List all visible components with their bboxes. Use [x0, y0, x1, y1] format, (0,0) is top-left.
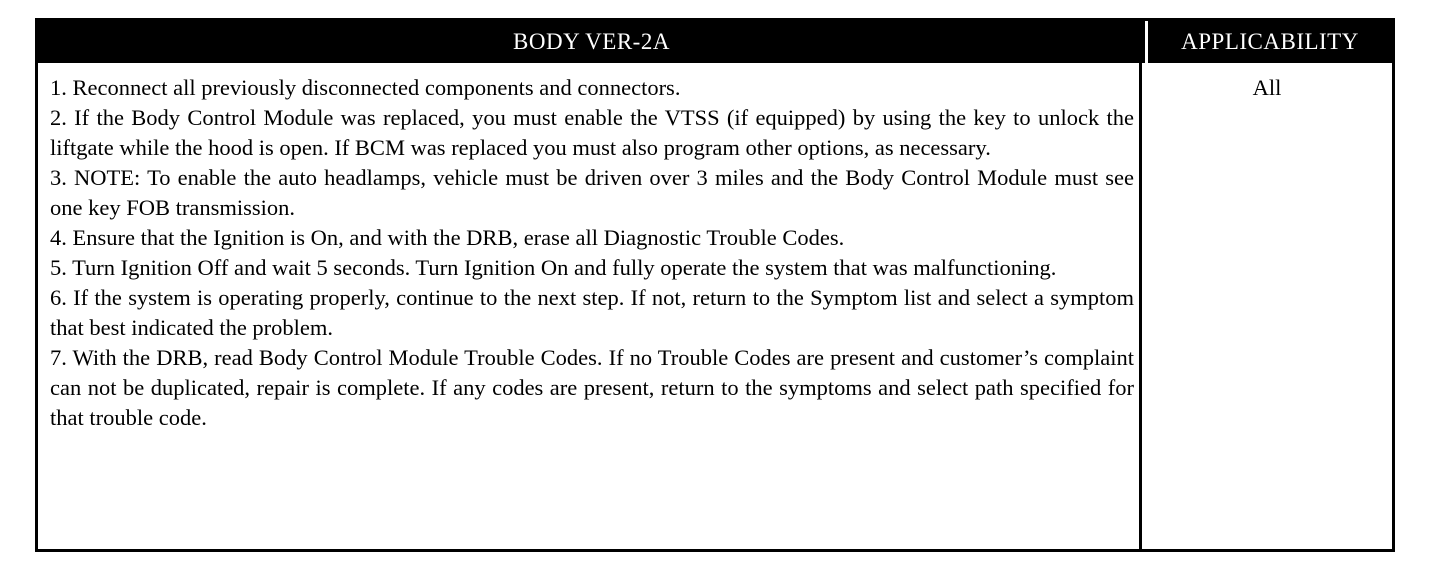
procedure-steps — [38, 63, 1142, 549]
step-7: 7. With the DRB, read Body Control Module Trouble Codes. If no Trouble Codes are present and customer’s complaint can not be duplicated, repair is complete. If any codes are present, return to the symptoms and select path specified for that trouble code. — [50, 345, 1134, 430]
verification-table — [35, 18, 1395, 552]
step-5: 5. Turn Ignition Off and wait 5 seconds. Turn Ignition On and fully operate the system that was malfunctioning. — [50, 255, 1057, 280]
step-2: 2. If the Body Control Module was replaced, you must enable the VTSS (if equipped) by using the key to unlock the liftgate while the hood is open. If BCM was replaced you must also program other options, as necessary. — [50, 105, 1134, 160]
applicability-value: All — [1252, 75, 1282, 100]
applicability-header: APPLICABILITY — [1145, 21, 1392, 63]
step-4: 4. Ensure that the Ignition is On, and with the DRB, erase all Diagnostic Trouble Codes. — [50, 225, 845, 250]
table-title: BODY VER-2A — [513, 29, 670, 54]
table-body-row — [38, 63, 1392, 549]
step-3: 3. NOTE: To enable the auto headlamps, vehicle must be driven over 3 miles and the Body Control Module must see one key FOB transmission. — [50, 165, 1134, 220]
step-6: 6. If the system is operating properly, continue to the next step. If not, return to the Symptom list and select a symptom that best indicated the problem. — [50, 285, 1134, 340]
step-1: 1. Reconnect all previously disconnected components and connectors. — [50, 75, 681, 100]
table-header-row — [38, 21, 1392, 63]
